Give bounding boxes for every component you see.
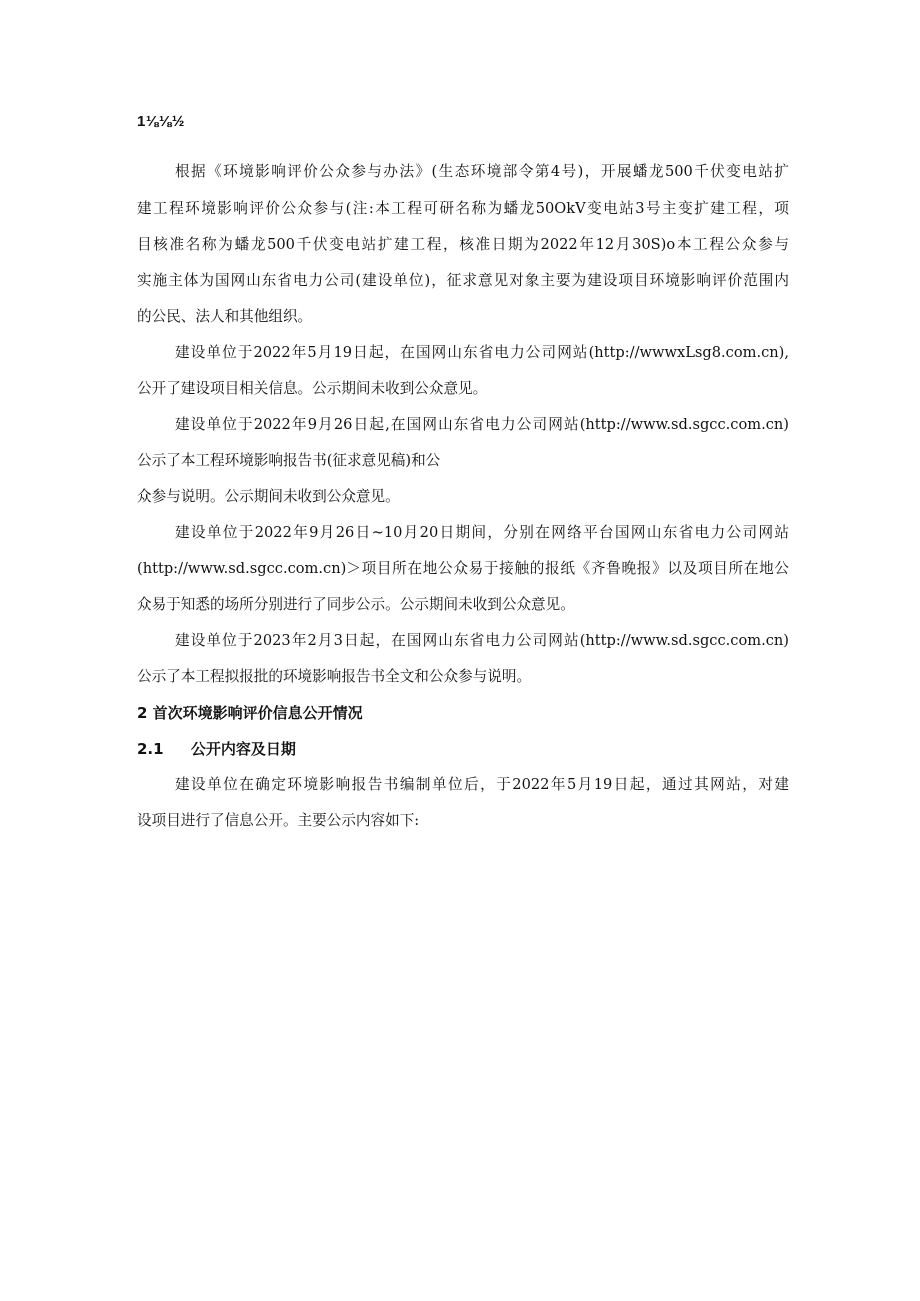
top-heading: 1⅛⅛½ [137,113,185,130]
section-2-1-heading [137,739,296,759]
para1-line-4: 实施主体为国网山东省电力公司(建设单位)，征求意见对象主要为建设项目环境影响评价范围内 [137,272,789,289]
para4-line-1: 建设单位于2022年9月26日~10月20日期间，分别在网络平台国网山东省电力公司网站 [175,524,789,541]
para6-line-2: 设项目进行了信息公开。主要公示内容如下: [137,812,420,829]
section-2-1-title: 公开内容及日期 [190,740,296,758]
para3-line-3: 众参与说明。公示期间未收到公众意见。 [137,488,400,505]
para1-line-5: 的公民、法人和其他组织。 [137,308,313,325]
para5-line-2: 公示了本工程拟报批的环境影响报告书全文和公众参与说明。 [137,668,532,685]
section-2-number: 2 [137,704,148,722]
para5-line-1: 建设单位于2023年2月3日起，在国网山东省电力公司网站(http://www.sd.sgcc.com.cn) [175,632,789,649]
para1-line-2: 建工程环境影响评价公众参与(注:本工程可研名称为蟠龙50OkV变电站3号主变扩建工程，项 [137,200,789,217]
para2-line-2: 公开了建设项目相关信息。公示期间未收到公众意见。 [137,380,488,397]
section-2-1-number: 2.1 [137,740,164,758]
para3-line-2: 公示了本工程环境影响报告书(征求意见稿)和公 [137,452,441,469]
section-2-title: 首次环境影响评价信息公开情况 [152,704,363,722]
para2-line-1: 建设单位于2022年5月19日起，在国网山东省电力公司网站(http://wwwxLsg8.com.cn), [175,344,789,361]
para4-line-2: (http://www.sd.sgcc.com.cn)＞项目所在地公众易于接触的报纸《齐鲁晚报》以及项目所在地公 [137,560,789,577]
para3-line-1: 建设单位于2022年9月26日起,在国网山东省电力公司网站(http://www.sd.sgcc.com.cn) [175,416,789,433]
para1-line-1: 根据《环境影响评价公众参与办法》(生态环境部令第4号)，开展蟠龙500千伏变电站扩 [175,163,789,180]
para4-line-3: 众易于知悉的场所分别进行了同步公示。公示期间未收到公众意见。 [137,596,575,613]
para1-line-3: 目核准名称为蟠龙500千伏变电站扩建工程，核准日期为2022年12月30S)o本工程公众参与 [137,236,789,253]
section-2-heading [137,703,363,723]
para6-line-1: 建设单位在确定环境影响报告书编制单位后，于2022年5月19日起，通过其网站，对建 [175,776,789,793]
